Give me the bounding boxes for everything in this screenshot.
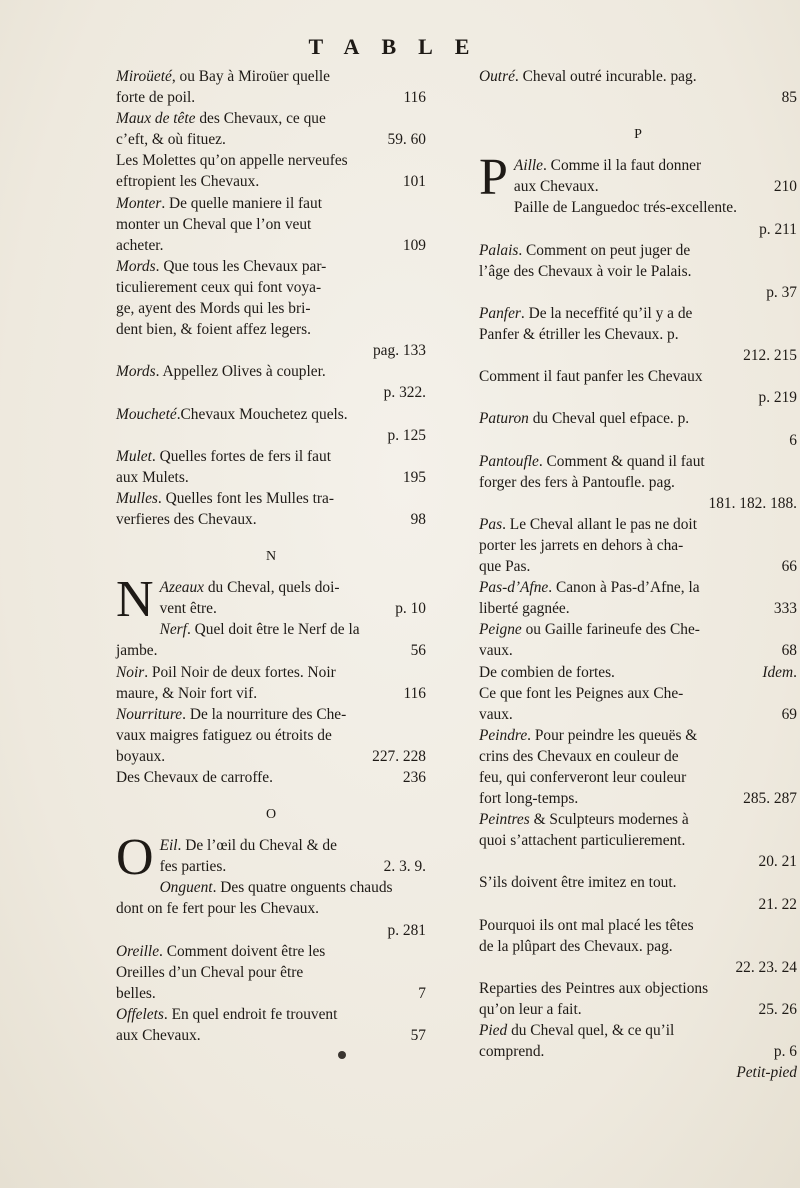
index-entry xyxy=(479,514,797,577)
index-entry xyxy=(479,66,797,108)
entry-line: vaux maigres fatiguez ou étroits de xyxy=(116,726,332,744)
entry-line: c’eft, & où fituez. 59. 60 xyxy=(116,131,426,149)
drop-cap: O xyxy=(116,829,154,887)
entry-line: Offelets. En quel endroit fe trouvent xyxy=(116,1005,338,1023)
entry-line: eftropient les Chevaux. 101 xyxy=(116,173,426,191)
entry-line: Peigne ou Gaille farineufe des Che- xyxy=(479,621,700,639)
index-entry xyxy=(479,451,797,514)
index-entry xyxy=(479,915,797,978)
entry-line: vaux. 69 xyxy=(479,705,797,723)
left-column xyxy=(116,66,426,1046)
entry-line: vaux. 68 xyxy=(479,642,797,660)
entry-line: 21. 22 xyxy=(758,895,797,913)
entry-line: Oreille. Comment doivent être les xyxy=(116,942,326,960)
entry-line: l’âge des Chevaux à voir le Palais. xyxy=(479,262,692,280)
entry-line: belles. 7 xyxy=(116,984,426,1002)
entry-dropcap-n xyxy=(116,571,426,629)
entries-p xyxy=(479,197,797,1062)
entry-line: comprend. p. 6 xyxy=(479,1043,797,1061)
entry-line: De combien de fortes. Idem. xyxy=(479,663,797,681)
entry-line: Pas-d’Afne. Canon à Pas-d’Afne, la xyxy=(479,579,700,597)
index-entry xyxy=(116,256,426,361)
page-header: TABLE xyxy=(308,34,492,59)
entry-line: Oreilles d’un Cheval pour être xyxy=(116,963,304,981)
entry-line: aux Chevaux. 57 xyxy=(116,1027,426,1045)
entries-m xyxy=(116,66,426,530)
index-entry xyxy=(116,767,426,788)
entry-line: Outré. Cheval outré incurable. pag. xyxy=(479,68,697,85)
entry-line: verfieres des Chevaux. 98 xyxy=(116,510,426,528)
index-entry xyxy=(479,725,797,809)
entries-outre xyxy=(479,66,797,108)
entry-line: 20. 21 xyxy=(758,853,797,871)
entry-line: Peintres & Sculpteurs modernes à xyxy=(479,811,689,829)
entries-o xyxy=(116,877,426,1046)
section-heading-o: O xyxy=(265,807,277,823)
entry-line: Reparties des Peintres aux objections xyxy=(479,979,709,997)
index-entry xyxy=(116,941,426,1004)
index-entry xyxy=(116,1004,426,1046)
index-entry xyxy=(116,404,426,446)
index-entry xyxy=(116,829,426,887)
entry-line: que Pas. 66 xyxy=(479,558,797,576)
entry-line: p. 219 xyxy=(758,389,797,407)
entry-line: Nerf. Quel doit être le Nerf de la xyxy=(159,621,360,639)
entry-line: Onguent. Des quatre onguents chauds xyxy=(159,879,393,897)
entry-line: crins des Chevaux en couleur de xyxy=(479,747,679,765)
entry-line: boyaux. 227. 228 xyxy=(116,747,426,765)
index-entry xyxy=(479,408,797,450)
entry-line: aux Chevaux. 210 xyxy=(513,178,797,196)
right-column xyxy=(479,66,797,1083)
entry-line: Miroüeté, ou Bay à Miroüer quelle xyxy=(116,68,330,85)
entry-line: forger des fers à Pantoufle. pag. xyxy=(479,473,675,491)
index-entry xyxy=(479,1020,797,1062)
entry-line: feu, qui conferveront leur couleur xyxy=(479,769,687,786)
entry-line: Mords. Appellez Olives à coupler. xyxy=(116,363,326,381)
index-entry xyxy=(116,108,426,150)
entries-n xyxy=(116,619,426,788)
entry-line: aux Mulets. 195 xyxy=(116,468,426,486)
index-entry xyxy=(116,877,426,940)
entry-line: Pied du Cheval quel, & ce qu’il xyxy=(479,1022,675,1040)
entry-line: Palais. Comment on peut juger de xyxy=(479,241,691,259)
entry-line: Mulet. Quelles fortes de fers il faut xyxy=(116,447,331,465)
catchword: Petit-pied xyxy=(736,1064,797,1082)
index-entry xyxy=(116,619,426,661)
entry-line: Paille de Languedoc trés-excellente. xyxy=(513,199,737,217)
entry-line: 6 xyxy=(789,431,797,449)
drop-cap: P xyxy=(479,149,508,207)
entry-line: acheter. 109 xyxy=(116,236,426,254)
index-entry xyxy=(479,240,797,303)
index-entry xyxy=(116,704,426,767)
entry-line: 22. 23. 24 xyxy=(735,958,797,976)
entry-dropcap-o xyxy=(116,829,426,887)
entry-line: S’ils doivent être imitez en tout. xyxy=(479,874,677,892)
entry-line: vent être. p. 10 xyxy=(159,600,426,618)
index-entry xyxy=(479,978,797,1020)
entry-line: Azeaux du Cheval, quels doi- xyxy=(159,579,340,597)
entry-line: ticulierement ceux qui font voya- xyxy=(116,278,322,296)
entry-dropcap-p xyxy=(479,149,797,207)
index-entry xyxy=(479,809,797,872)
index-entry xyxy=(116,361,426,403)
section-heading-p: P xyxy=(634,127,642,143)
entry-line: Peindre. Pour peindre les queuës & xyxy=(479,726,698,744)
entry-line: pag. 133 xyxy=(372,342,426,360)
entry-line: Les Molettes qu’on appelle nerveufes xyxy=(116,152,348,170)
index-entry xyxy=(479,662,797,683)
entry-line: fort long-temps. 285. 287 xyxy=(479,790,797,808)
entry-line: porter les jarrets en dehors à cha- xyxy=(479,536,684,554)
entry-line: 85 xyxy=(781,89,797,107)
entry-line: liberté gagnée. 333 xyxy=(479,600,797,618)
entry-line: 181. 182. 188. xyxy=(708,494,797,512)
entry-line: p. 37 xyxy=(766,283,797,301)
entry-line: Maux de tête des Chevaux, ce que xyxy=(116,110,326,128)
entry-line: Comment il faut panfer les Chevaux xyxy=(479,368,703,386)
entry-line: Mords. Que tous les Chevaux par- xyxy=(116,257,327,275)
section-heading-n: N xyxy=(265,549,277,565)
entry-line: Ce que font les Peignes aux Che- xyxy=(479,684,684,702)
entry-line: Monter. De quelle maniere il faut xyxy=(116,194,322,212)
entry-line: forte de poil. 116 xyxy=(116,89,426,107)
entry-line: Panfer. De la neceffité qu’il y a de xyxy=(479,304,693,322)
index-entry xyxy=(116,66,426,108)
entry-line: Noir. Poil Noir de deux fortes. Noir xyxy=(116,663,336,681)
entry-line: qu’on leur a fait. 25. 26 xyxy=(479,1001,797,1019)
index-entry xyxy=(116,571,426,629)
entry-line: de la plûpart des Chevaux. pag. xyxy=(479,937,673,955)
ink-dot xyxy=(338,1051,346,1059)
entry-line: Mulles. Quelles font les Mulles tra- xyxy=(116,489,334,507)
index-entry xyxy=(116,446,426,488)
index-entry xyxy=(116,150,426,192)
entry-line: jambe. 56 xyxy=(116,642,426,660)
entry-line: Panfer & étriller les Chevaux. p. xyxy=(479,326,679,344)
entry-line: p. 281 xyxy=(387,921,426,939)
entry-line: monter un Cheval que l’on veut xyxy=(116,215,312,233)
index-entry xyxy=(479,872,797,914)
entry-line: Aille. Comme il la faut donner xyxy=(513,157,702,175)
index-entry xyxy=(479,366,797,408)
entry-line: dont on fe fert pour les Chevaux. xyxy=(116,900,320,918)
entry-line: Des Chevaux de carroffe. 236 xyxy=(116,769,426,786)
entry-line: Nourriture. De la nourriture des Che- xyxy=(116,705,347,723)
index-entry xyxy=(479,303,797,366)
entry-line: maure, & Noir fort vif. 116 xyxy=(116,684,426,702)
entry-line: 212. 215 xyxy=(743,347,797,365)
entry-line: ge, ayent des Mords qui les bri- xyxy=(116,300,311,318)
entry-line: fes parties. 2. 3. 9. xyxy=(159,858,426,876)
entry-line: p. 125 xyxy=(387,426,426,444)
entry-line: Pourquoi ils ont mal placé les têtes xyxy=(479,916,694,934)
drop-cap: N xyxy=(116,571,154,629)
index-entry xyxy=(479,577,797,619)
index-entry xyxy=(116,488,426,530)
entry-line: Moucheté.Chevaux Mouchetez quels. xyxy=(116,405,348,423)
entry-line: quoi s’attachent particulierement. xyxy=(479,832,686,850)
index-entry xyxy=(479,619,797,661)
index-entry xyxy=(116,662,426,704)
index-entry xyxy=(116,193,426,256)
entry-line: p. 322. xyxy=(383,384,426,402)
entry-line: dent bien, & foient affez legers. xyxy=(116,321,312,339)
entry-line: Pas. Le Cheval allant le pas ne doit xyxy=(479,515,697,533)
index-entry xyxy=(479,197,797,239)
entry-line: Pantoufle. Comment & quand il faut xyxy=(479,452,705,470)
entry-line: Paturon du Cheval quel efpace. p. xyxy=(479,410,690,428)
index-entry xyxy=(479,149,797,207)
index-entry xyxy=(479,683,797,725)
entry-line: p. 211 xyxy=(759,220,797,238)
entry-line: Eil. De l’œil du Cheval & de xyxy=(159,837,337,855)
